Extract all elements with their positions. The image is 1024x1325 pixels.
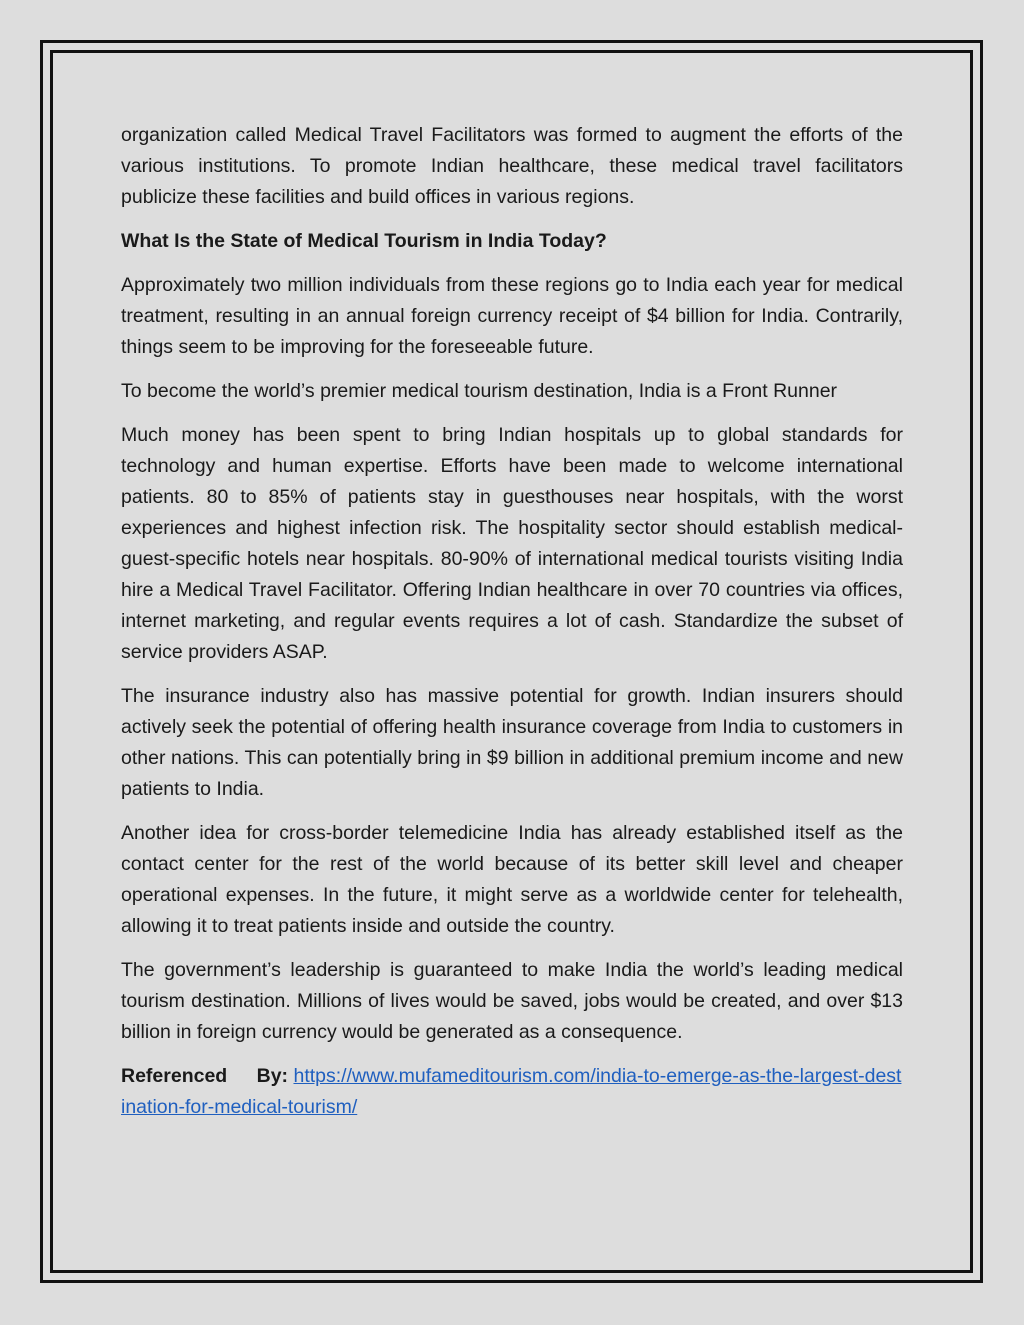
paragraph-telemedicine: Another idea for cross-border telemedicine India has already established itself as the contact center for the rest of the world because of its better skill level and cheaper operational expenses. In the future, it might serve as a worldwide center for telehealth, allowing it to treat patients inside and outside the country. [121,822,903,937]
reference-link[interactable]: https://www.mufameditourism.com/india-to-emerge-as-the-largest-destination-for-medical-tourism/ [121,1065,902,1118]
reference-line [121,1061,903,1123]
reference-label: Referenced By: [121,1065,289,1087]
section-heading: What Is the State of Medical Tourism in India Today? [121,230,607,252]
paragraph-government: The government’s leadership is guaranteed to make India the world’s leading medical tourism destination. Millions of lives would be saved, jobs would be created, and over $13 billion in foreign currency would be generated as a consequence. [121,959,903,1043]
paragraph-statistics: Approximately two million individuals from these regions go to India each year for medical treatment, resulting in an annual foreign currency receipt of $4 billion for India. Contrarily, things seem to be improving for the foreseeable future. [121,274,903,358]
document-body [121,120,903,1136]
paragraph-insurance: The insurance industry also has massive potential for growth. Indian insurers should actively seek the potential of offering health insurance coverage from India to customers in other nations. This can potentially bring in $9 billion in additional premium income and new patients to India. [121,685,903,800]
paragraph-investment: Much money has been spent to bring Indian hospitals up to global standards for technology and human expertise. Efforts have been made to welcome international patients. 80 to 85% of patients stay in guesthouses near hospitals, with the worst experiences and highest infection risk. The hospitality sector should establish medical-guest-specific hotels near hospitals. 80-90% of international medical tourists visiting India hire a Medical Travel Facilitator. Offering Indian healthcare in over 70 countries via offices, internet marketing, and regular events requires a lot of cash. Standardize the subset of service providers ASAP. [121,424,903,663]
paragraph-intro: organization called Medical Travel Facilitators was formed to augment the efforts of the various institutions. To promote Indian healthcare, these medical travel facilitators publicize these facilities and build offices in various regions. [121,124,903,208]
paragraph-front-runner: To become the world’s premier medical tourism destination, India is a Front Runner [121,380,838,402]
